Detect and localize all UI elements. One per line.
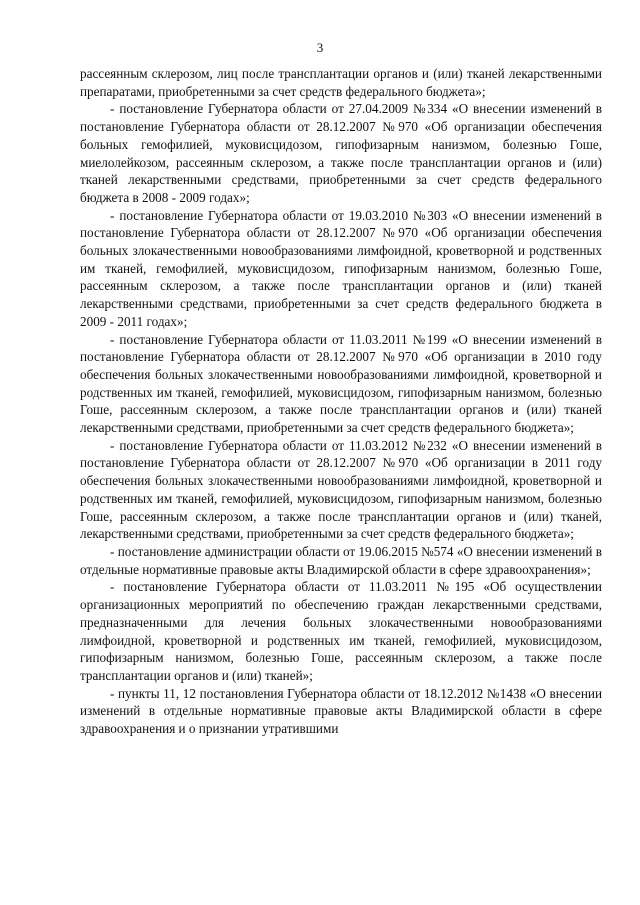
list-item-resolution-1438: - пункты 11, 12 постановления Губернатора области от 18.12.2012 №1438 «О внесении изменений в отдельные нормативные правовые акты Владимирской области в сфере здравоохранения и о признании утратившими — [80, 685, 602, 737]
list-item-resolution-232: - постановление Губернатора области от 11.03.2012 №232 «О внесении изменений в постановление Губернатора области от 28.12.2007 №970 «Об организации в 2011 году обеспечения больных злокачественными новообразованиями лимфоидной, кроветворной и родственных им тканей, гемофилией, муковисцидозом, гипофизарным нанизмом, болезнью Гоше, рассеянным склерозом, а также после трансплантации органов и (или) тканей, лекарственными средствами, приобретенными за счет средств федерального бюджета»; — [80, 437, 602, 542]
list-item-resolution-195: - постановление Губернатора области от 11.03.2011 №195 «Об осуществлении организационных мероприятий по обеспечению граждан лекарственными средствами, предназначенными для лечения больных злокачественными новообразованиями лимфоидной, кроветворной и родственных им тканей, гемофилией, муковисцидозом, гипофизарным нанизмом, болезнью Гоше, рассеянным склерозом, а также после трансплантации органов и (или) тканей»; — [80, 579, 602, 683]
list-item-resolution-574: - постановление администрации области от 19.06.2015 №574 «О внесении изменений в отдельные нормативные правовые акты Владимирской области в сфере здравоохранения»; — [80, 543, 602, 577]
page-number: 3 — [316, 40, 324, 55]
list-item-resolution-199: - постановление Губернатора области от 11.03.2011 №199 «О внесении изменений в постановление Губернатора области от 28.12.2007 №970 «Об организации в 2010 году обеспечения больных злокачественными новообразованиями лимфоидной, кроветворной и родственных им тканей, гемофилией, муковисцидозом, гипофизарным нанизмом, болезнью Гоше, рассеянным склерозом, а также после трансплантации органов и (или) тканей лекарственными средствами, приобретенными за счет средств федерального бюджета»; — [80, 331, 602, 436]
document-body — [80, 65, 602, 738]
list-item-resolution-303: - постановление Губернатора области от 19.03.2010 №303 «О внесении изменений в постановление Губернатора области от 28.12.2007 №970 «Об организации обеспечения больных злокачественными новообразованиями лимфоидной, кроветворной и родственных им тканей, гемофилией, муковисцидозом, гипофизарным нанизмом, болезнью Гоше, рассеянным склерозом, а также после трансплантации органов и (или) тканей лекарственными средствами, приобретенными за счет средств федерального бюджета в 2009 - 2011 годах»; — [80, 207, 602, 329]
list-item-resolution-334: - постановление Губернатора области от 27.04.2009 №334 «О внесении изменений в постановление Губернатора области от 28.12.2007 №970 «Об организации обеспечения больных гемофилией, муковисцидозом, гипофизарным нанизмом, болезнью Гоше, миелолейкозом, рассеянным склерозом, а также после трансплантации органов и (или) тканей лекарственными средствами, приобретенными за счет средств федерального бюджета в 2008 - 2009 годах»; — [80, 101, 602, 205]
paragraph-continuation: рассеянным склерозом, лиц после трансплантации органов и (или) тканей лекарственными препаратами, приобретенными за счет средств федерального бюджета»; — [80, 66, 602, 99]
